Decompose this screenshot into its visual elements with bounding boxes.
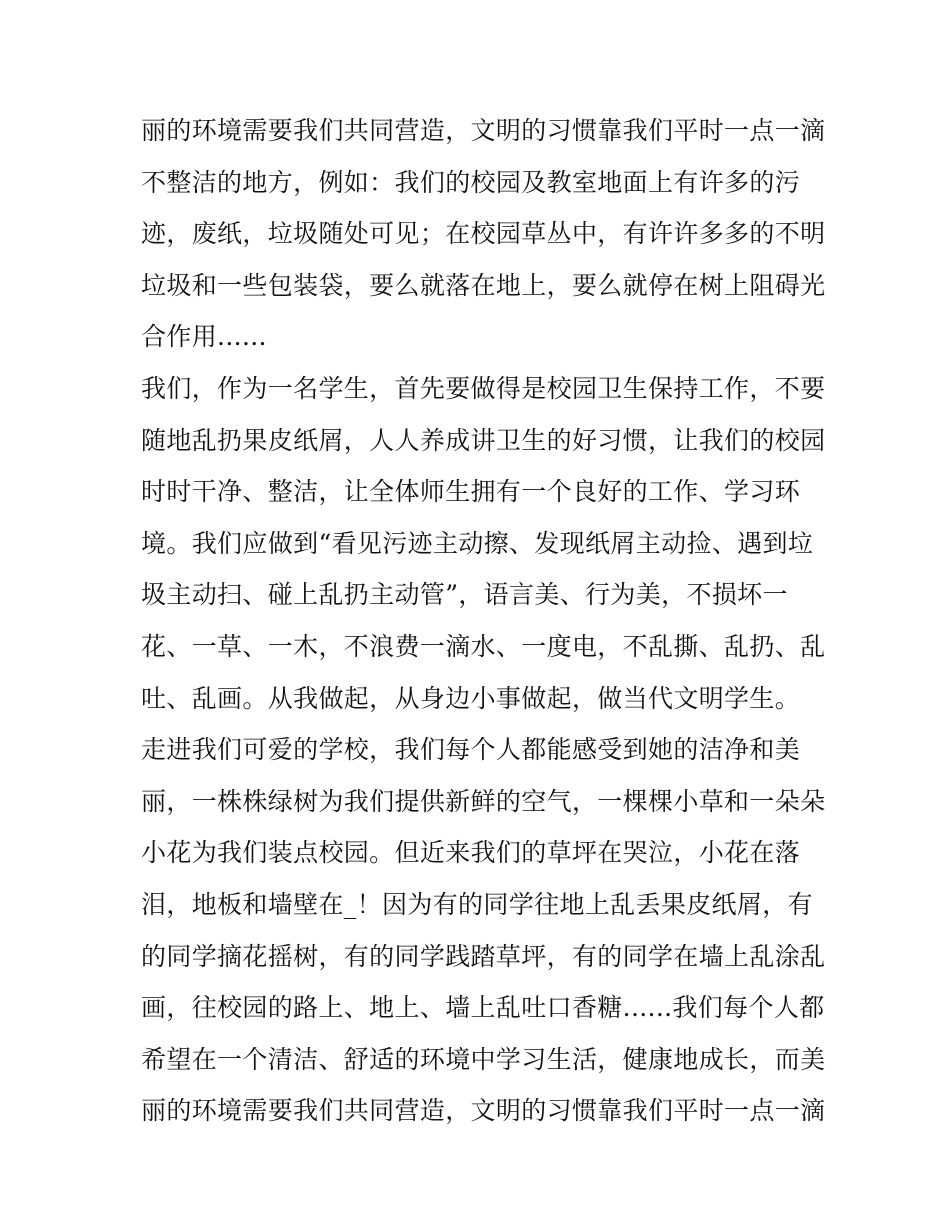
text-line: 走进我们可爱的学校，我们每个人都能感受到她的洁净和美 xyxy=(141,735,801,765)
text-line: 花、一草、一木，不浪费一滴水、一度电，不乱撕、乱扔、乱 xyxy=(141,631,826,661)
body-text xyxy=(141,105,826,1137)
text-line: 吐、乱画。从我做起，从身边小事做起，做当代文明学生。 xyxy=(141,683,801,713)
text-line: 圾主动扫、碰上乱扔主动管”，语言美、行为美，不损坏一 xyxy=(141,580,788,610)
text-line: 丽的环境需要我们共同营造，文明的习惯靠我们平时一点一滴 xyxy=(141,116,826,145)
text-line: 丽的环境需要我们共同营造，文明的习惯靠我们平时一点一滴 xyxy=(141,1096,826,1126)
text-line: 垃圾和一些包装袋，要么就落在地上，要么就停在树上阻碍光 xyxy=(141,270,826,300)
text-line: 小花为我们装点校园。但近来我们的草坪在哭泣，小花在落 xyxy=(141,838,801,868)
text-line: 泪，地板和墙壁在_！因为有的同学往地上乱丢果皮纸屑，有 xyxy=(141,889,813,919)
text-line: 希望在一个清洁、舒适的环境中学习生活，健康地成长，而美 xyxy=(141,1044,826,1074)
text-line: 迹，废纸，垃圾随处可见；在校园草丛中，有许许多多的不明 xyxy=(141,219,826,249)
text-line: 境。我们应做到“看见污迹主动擦、发现纸屑主动捡、遇到垃 xyxy=(141,528,814,558)
text-line: 画，往校园的路上、地上、墙上乱吐口香糖......我们每个人都 xyxy=(141,993,825,1023)
text-line: 不整洁的地方，例如：我们的校园及教室地面上有许多的污 xyxy=(141,167,801,197)
text-line: 合作用...... xyxy=(141,322,267,352)
text-line: 我们，作为一名学生，首先要做得是校园卫生保持工作，不要 xyxy=(141,373,826,403)
text-line: 随地乱扔果皮纸屑，人人养成讲卫生的好习惯，让我们的校园 xyxy=(141,425,826,455)
text-line: 的同学摘花摇树，有的同学践踏草坪，有的同学在墙上乱涂乱 xyxy=(141,941,826,971)
text-line: 时时干净、整洁，让全体师生拥有一个良好的工作、学习环 xyxy=(141,477,801,507)
text-line: 丽，一株株绿树为我们提供新鲜的空气，一棵棵小草和一朵朵 xyxy=(141,786,826,816)
